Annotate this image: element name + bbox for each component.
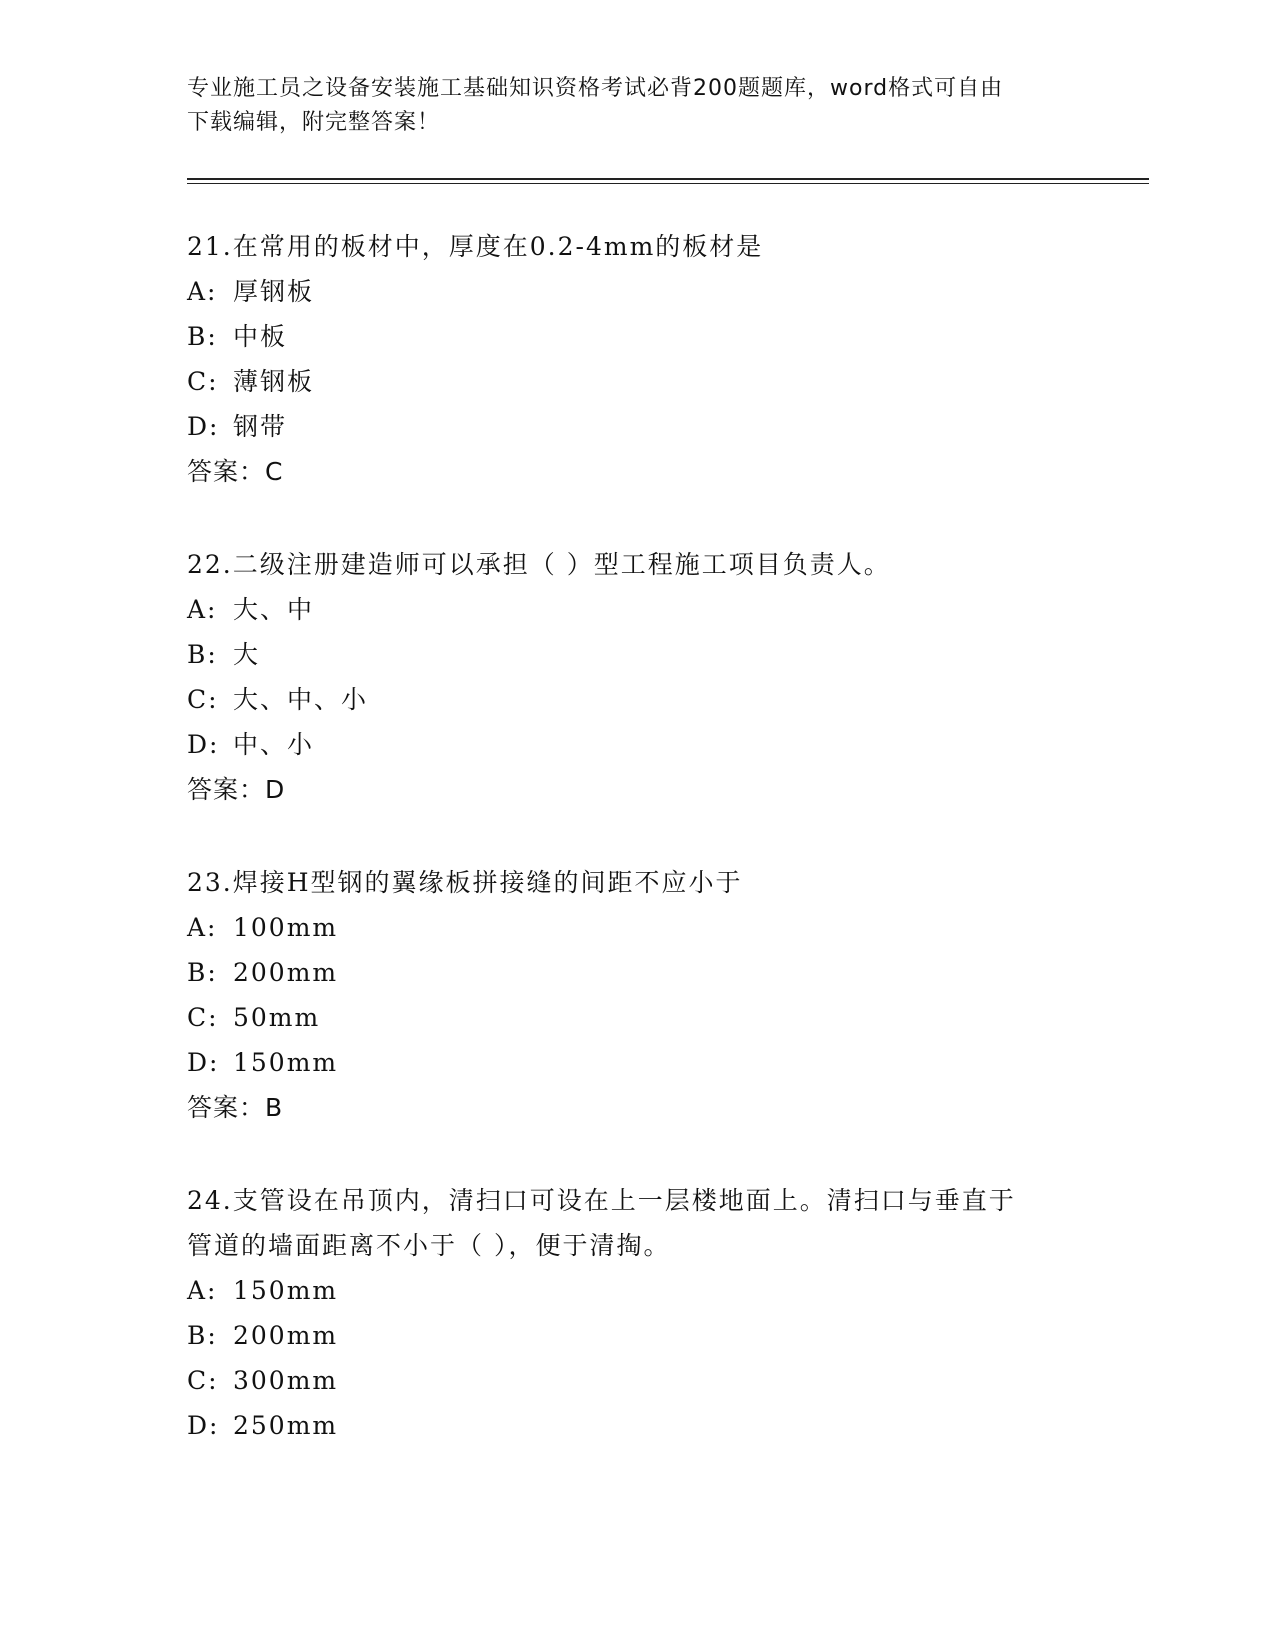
- option-d: [187, 722, 1087, 767]
- document-header: [187, 72, 1067, 140]
- option-text: 150mm: [233, 1048, 339, 1077]
- option-text: 薄钢板: [233, 367, 315, 396]
- option-text: 中板: [233, 322, 288, 351]
- option-text: 300mm: [233, 1366, 339, 1395]
- option-c: [187, 677, 1087, 722]
- option-text: 大、中: [233, 595, 315, 624]
- question-24: [187, 1178, 1087, 1448]
- option-a: [187, 269, 1087, 314]
- option-d: [187, 1403, 1087, 1448]
- option-label: A:: [187, 277, 218, 306]
- option-label: D:: [187, 1048, 220, 1077]
- question-stem-line-1: 24.支管设在吊顶内，清扫口可设在上一层楼地面上。清扫口与垂直于: [187, 1186, 1016, 1215]
- option-text: 大、中、小: [233, 685, 369, 714]
- option-a: [187, 905, 1087, 950]
- option-label: A:: [187, 1276, 218, 1305]
- answer-line: 答案：C: [187, 457, 284, 486]
- option-c: [187, 1358, 1087, 1403]
- option-text: 50mm: [233, 1003, 321, 1032]
- option-label: C:: [187, 367, 219, 396]
- option-label: D:: [187, 1411, 220, 1440]
- question-stem-line-2: 管道的墙面距离不小于（ ），便于清掏。: [187, 1231, 671, 1260]
- option-label: A:: [187, 913, 218, 942]
- answer-line: 答案：D: [187, 775, 286, 804]
- option-label: D:: [187, 412, 220, 441]
- option-b: [187, 950, 1087, 995]
- option-text: 150mm: [233, 1276, 339, 1305]
- option-label: B:: [187, 322, 218, 351]
- question-23: [187, 860, 1087, 1130]
- option-label: C:: [187, 685, 219, 714]
- option-text: 钢带: [233, 412, 288, 441]
- header-divider-thin: [187, 183, 1149, 184]
- option-a: [187, 1268, 1087, 1313]
- answer-line: 答案：B: [187, 1093, 284, 1122]
- option-label: C:: [187, 1003, 219, 1032]
- question-stem: 22.二级注册建造师可以承担（ ）型工程施工项目负责人。: [187, 550, 891, 579]
- option-text: 200mm: [233, 958, 339, 987]
- header-line-2: 下载编辑，附完整答案！: [187, 110, 441, 135]
- option-d: [187, 1040, 1087, 1085]
- option-label: C:: [187, 1366, 219, 1395]
- option-label: A:: [187, 595, 218, 624]
- option-label: B:: [187, 640, 218, 669]
- option-text: 厚钢板: [233, 277, 315, 306]
- option-label: D:: [187, 730, 220, 759]
- option-label: B:: [187, 958, 218, 987]
- option-text: 中、小: [233, 730, 315, 759]
- option-text: 大: [233, 640, 261, 669]
- option-c: [187, 995, 1087, 1040]
- option-text: 200mm: [233, 1321, 339, 1350]
- option-b: [187, 632, 1087, 677]
- option-d: [187, 404, 1087, 449]
- option-a: [187, 587, 1087, 632]
- header-line-1: 专业施工员之设备安装施工基础知识资格考试必背200题题库，word格式可自由: [187, 76, 1004, 101]
- option-b: [187, 1313, 1087, 1358]
- option-b: [187, 314, 1087, 359]
- question-21: [187, 224, 1087, 494]
- option-c: [187, 359, 1087, 404]
- question-stem: 23.焊接H型钢的翼缘板拼接缝的间距不应小于: [187, 868, 743, 897]
- question-22: [187, 542, 1087, 812]
- question-stem: 21.在常用的板材中，厚度在0.2-4mm的板材是: [187, 232, 764, 261]
- option-text: 250mm: [233, 1411, 339, 1440]
- header-divider-thick: [187, 178, 1149, 180]
- option-label: B:: [187, 1321, 218, 1350]
- option-text: 100mm: [233, 913, 339, 942]
